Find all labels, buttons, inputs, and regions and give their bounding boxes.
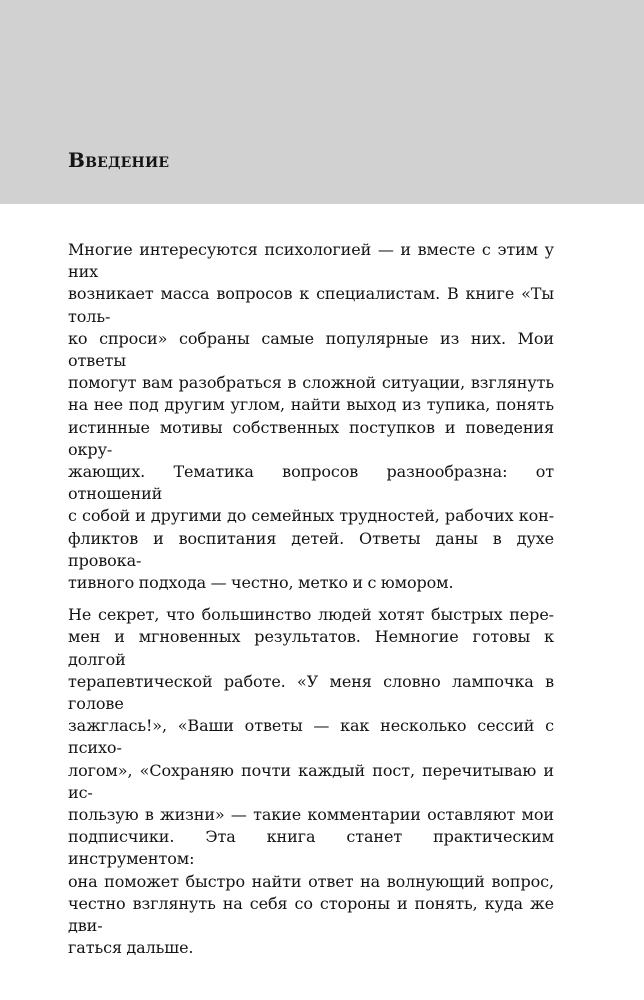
- text-line: мен и мгновенных результатов. Немногие готовы к долгой: [68, 627, 554, 669]
- text-line: ко спроси» собраны самые популярные из них. Мои ответы: [68, 328, 554, 371]
- text-line: жающих. Тематика вопросов разнообразна: от отношений: [68, 462, 554, 504]
- paragraph-1: [68, 239, 554, 594]
- text-line: истинные мотивы собственных поступков и поведения окру-: [68, 417, 554, 459]
- text-line: помогут вам разобраться в сложной ситуации, взглянуть: [68, 373, 554, 393]
- text-line: Не секрет, что большинство людей хотят быстрых пере-: [68, 605, 554, 625]
- text-line: с собой и другими до семейных трудностей, рабочих кон-: [68, 506, 554, 526]
- chapter-body: [68, 239, 554, 960]
- text-line: логом», «Сохраняю почти каждый пост, перечитываю и ис-: [68, 760, 554, 802]
- text-line: терапевтической работе. «У меня словно лампочка в голове: [68, 671, 554, 714]
- text-line: фликтов и воспитания детей. Ответы даны в духе провока-: [68, 528, 554, 570]
- paragraph-gap: [68, 594, 554, 604]
- text-line: зажглась!», «Ваши ответы — как несколько сессий с психо-: [68, 716, 554, 758]
- chapter-title: Введение: [68, 148, 170, 172]
- text-line: Многие интересуются психологией — и вместе с этим у них: [68, 240, 554, 282]
- paragraph-2: [68, 604, 554, 959]
- text-line: честно взглянуть на себя со стороны и понять, куда же дви-: [68, 893, 554, 936]
- text-line: возникает масса вопросов к специалистам. В книге «Ты толь-: [68, 284, 554, 326]
- text-line: подписчики. Эта книга станет практическим инструментом:: [68, 827, 554, 869]
- chapter-header-band: [0, 0, 644, 204]
- text-line: пользую в жизни» — такие комментарии оставляют мои: [68, 805, 554, 825]
- text-line: гаться дальше.: [68, 938, 194, 958]
- text-line: тивного подхода — честно, метко и с юмором.: [68, 573, 454, 593]
- text-line: она поможет быстро найти ответ на волнующий вопрос,: [68, 871, 554, 891]
- text-line: на нее под другим углом, найти выход из тупика, понять: [68, 395, 554, 415]
